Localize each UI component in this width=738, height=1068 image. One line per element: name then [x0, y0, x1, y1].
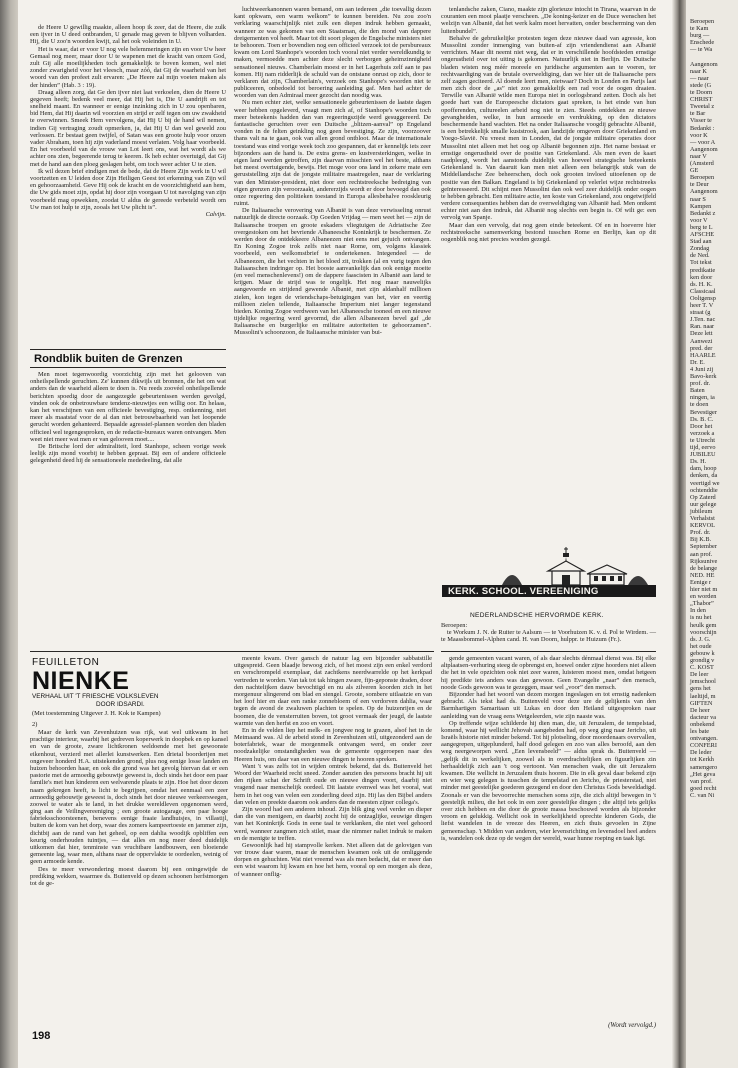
- church-school-illustration: [442, 545, 656, 609]
- page-number: 198: [32, 1030, 51, 1042]
- next-page-fragment: ken door: [690, 273, 713, 281]
- next-page-fragment: Ran. naar: [690, 323, 715, 331]
- beroepen-text: te Workum J. N. de Ruiter te Aalsum — te Voorhuizen K. v. d. Pol te Wirdem. — te Maassbommel-Alphen cand. H. van Doorn, hulppr. te Huizum (Fr.).: [441, 629, 656, 644]
- next-page-fragment: les bate: [690, 728, 710, 735]
- next-page-fragment: GE: [690, 167, 699, 175]
- feuilleton-subtitle: [32, 693, 228, 708]
- church-section-header: [442, 545, 656, 609]
- feuilleton-col3-paragraph: Bijzonder had het woord van dezen morgen ingeslagen en tot ernstig nadenken gebracht. Als tekst had ds. Buitenveld voor deze ure de gelijkenis van den Barmhartigen Samaritaan uit Lukas en door den Heiland uitgesproken naar aanleiding van de vraag eens Wetgeleerden, wie zijn naaste was.: [441, 690, 656, 720]
- next-page-edge: [686, 0, 738, 1068]
- rondblik-col2-paragraph: Nu men echter ziet, welke sensationeele gebeurtenissen de laatste dagen weer hebben opgeleverd, vraagt men zich af, of Stanhope's woorden toch meer beteekenis hadden dan van regeeringszijde werd gesuggereerd. De fantastische geruchten over een Duitsche „blitzen-aanval” op Engeland vonden in de felten geinkling nog geen bevestiging. Ze zijn, voorzoover thans valt na te gaan, ook van allen grond ontbloot. Maar de internationale toestand was eind vorige week toch zoo gespannen, dat er kennelijk iets zeer bijzonders aan de hand is. De extra grens- en kustversterkingen, welke in eigen land werden getroffen, zijn daarvan misschien wel het beste, althans het meest overtuigende, bewijs. Het moge voor ons land in zekere mate een geruststelling zijn dat de jongste militaire maatregelen, naar de verklaring van den Minister-president, niet door een rechtstreeksche bedreiging van eigen grenzen zijn veroorzaakt, andererzijds wordt er door bevoegd dan ook onze regeering den politieken toestand in Europa allesbehalve rooskleurig ruimt.: [234, 99, 431, 208]
- next-page-fragment: C. van Ni: [690, 791, 715, 799]
- feuilleton-author: DOOR IDSARDI.: [96, 700, 145, 708]
- next-page-fragment: prof. dr.: [690, 380, 711, 388]
- next-page-fragment: gens het: [690, 685, 711, 693]
- feuilleton-subtitle-line: VERHAAL UIT 'T FRIESCHE VOLKSLEVEN: [32, 693, 159, 700]
- calvin-letter-paragraph: Draag alleen zorg, dat Ge den ijver niet laat verkoelen, dien de Heere U gegeven heeft; bedenk veel meer, dat Hij het is, Die U aandrijft en tot snelheid maant. En wanneer er eenige inzinking zich in U zou openbaren, bid Hem, dat Hij daarin wil voorzien en strijd er zelf tegen om uw zwakheid te overwinnen. Smeek Hem vervolgens, dat Hij U bij de hand wil nemen, indien Gij vertraging zoudt opmerken, ja, dat Hij U dan wel geweld zou verlossen. Er bestaat geen twijfel, of Satan was een groote hulp voor onzen vader Abraham, toen hij zijn vaderland moest verlaten. Volg haar voorbeeld. En het voorbeeld van de vrouw van Lot leert ons, wat het wordt als we achter ons zien, begeerende terug te keeren. Ik heb echter overtuigd, dat Gij met de hand aan den ploeg geslagen hebt, om toch weer achter U te zien.: [30, 88, 226, 168]
- next-page-fragment: Zondag: [690, 245, 710, 253]
- next-page-fragment: Aangenom: [690, 145, 718, 153]
- next-page-fragment: uur gelege: [690, 500, 717, 508]
- next-page-fragment: „Het geva: [690, 770, 716, 778]
- next-page-fragment: laeltijd, m: [690, 692, 716, 700]
- beroepen-label: Beroepen:: [441, 622, 468, 629]
- next-page-fragment: ontvangen.: [690, 735, 718, 743]
- next-page-fragment: en worden: [690, 593, 717, 601]
- next-page-fragment: pred. der: [690, 344, 713, 352]
- next-page-fragment: September: [690, 543, 717, 551]
- calvin-letter-paragraph: de Heere U gewillig maakte, alleen hoop ik zeer, dat de Heere, die zulk een ijver in U deed ontbranden, U genade mag geven te blijven volharden. Hij, die U zoo'n woorden kwijt, zal het ook voleinden in U.: [30, 24, 226, 46]
- next-page-fragment: GIFTEN: [690, 699, 713, 707]
- feuilleton-col3-paragraph: gende gemeenten vacant waren, of als daar slechts dénmaal dienst was. Bij elke altplaatsen-verhuring steeg de opbrengst en, hoewel onder zijne hoorders niet alleen die het in vele opzichten ook niet zeer waren, luisteren moest men, omdat hetgeen hij predikte iets anders was dan gewoon. Geen Evangelie „naar” den mensch, noode Gods gewoon was te gezeggen, maar wel „voor” den mensch.: [441, 655, 656, 691]
- calvin-letter-paragraph: Ik wil dezen brief eindigen met de bede, dat de Heere Zijn werk in U wil voortzetten en U leiden door Zijn Heiligen Geest tot erkenning van Zijn wil en gehoorzaamheid. Geve Hij ook de kracht en de voorzichtigheid aan hem, die Uw gids moet zijn, opdat hij door zijn voorgaan U tot navolging van zijn voorbeeld mag opwekken, zoodat U aldus de gereede verbeteld wordt om Uw man tot hulp te zijn, zooals het Uw plicht is”.: [30, 167, 226, 211]
- next-page-fragment: Deze lett: [690, 330, 713, 338]
- next-page-fragment: Stad aan: [690, 238, 712, 246]
- feuilleton-column-1: [30, 729, 228, 887]
- next-page-fragment: naar S: [690, 195, 706, 203]
- next-page-fragment: het oude: [690, 642, 712, 650]
- next-page-fragment: te Utrecht: [690, 436, 715, 444]
- next-page-fragment: — naar: [690, 74, 709, 82]
- next-page-fragment: Enschede: [690, 39, 715, 47]
- next-page-fragment: De leder: [690, 749, 712, 757]
- feuilleton-col3-paragraph: Op treffende wijze schilderde hij dien man, die, uit Jeruzalem, de tempelstad, komend, waar hij wellicht Jehovah aangebeden had, op weg ging naar Jericho, uit Israëls historie niet minder bekend. Tot hij plotseling, door moordenaars overvallen, aangegrepen, uitgeplunderd, half dood gelegen en zoo van alles beroofd, aan den weg neergeworpen werd. „Een levensbeeld” — aldus sprak ds. Buitenveld — „gelijk dit in werkelijken, zoowel als in overdrachtelijken en figuurlijken zin herhaaldelijk zich aan 't oog vertoont. Van menschen vaak, die uit Jeruzalem kwamen. Die wellicht in Jeruzalem thuis hooren. Die in elk geval daar bekend zijn en wier weg gelegen is tusschen de tempelstad en Jericho, de priesterstad, niet minder met geestelijke goederen gezegend en door den Christus Gods beweldadigd. Zoonals er van die bevoorrechte menschen soms zijn, die zich altijd bewegen in 't geestelijk milieu, die het ook in een zeer geestelijke dingen ; die altijd iets gelijks over zich hebben en die door de groote massa beschouwd worden als bijzonder vroom en gelukkig. Wellicht ook in werkelijkheid oprechte kinderen Gods, die liefst wandelen in de vreeze des Heeren, en zich thuis gevoelen in Zijne gemeenschap. 't Midden van anderen, wier levensrichting en levensdoel heel anders is, wandelen ook deze op de wegen der wereld, waar hunne roeping en taak ligt.: [441, 719, 656, 842]
- next-page-fragment: Baten: [690, 387, 705, 395]
- feuilleton-column-3: [441, 655, 656, 842]
- feuilleton-label: FEUILLETON: [32, 657, 100, 668]
- next-page-fragment: Eenige r: [690, 578, 712, 586]
- next-page-fragment: heulk gem: [690, 621, 717, 629]
- rondblik-column-3: [441, 6, 656, 243]
- rondblik-col3-paragraph: Maar dan een vervolg, dat nog geen einde beteekent. Of en in hoeverre hier rechtstreeksche samenwerking bestond tusschen Rome en Berlijn, kan op dit oogenblik nog niet precies worden gezegd.: [441, 221, 656, 243]
- next-page-fragment: jubileum: [690, 507, 713, 515]
- next-page-fragment: 4 Juni zij: [690, 365, 714, 373]
- binding-gutter: [672, 0, 686, 1068]
- feuilleton-col2-paragraph: Want 't was zelfs tot in wijden omtrek bekend, dat ds. Buitenveld het Woord der Waarheid recht sneed. Zonder aanzien des persoons bracht hij uit den rijken schat der Schrift oude en nieuwe dingen voort, daarbij niet vragend naar menschelijk oordeel. Dit laatste evenwel was het vooral, wat hem in het oog van velen een zonderling deed zijn. Hij las den Bijbel anders dan velen en preekte daarom ook anders dan de meesten zijner collega's.: [234, 762, 432, 806]
- next-page-fragment: te Deur: [690, 181, 709, 189]
- letter-signature: Calvijn.: [205, 210, 226, 218]
- church-section-heading: KERK. SCHOOL. VEREENIGING: [448, 586, 599, 597]
- next-page-fragment: ds. H. K.: [690, 280, 713, 288]
- next-page-fragment: Aangenom: [690, 188, 718, 196]
- feuilleton-divider: [30, 651, 434, 652]
- next-page-fragment: Ds. H.: [690, 458, 707, 466]
- next-page-fragment: de belange: [690, 564, 718, 572]
- next-page-fragment: de Ned.: [690, 252, 710, 260]
- next-page-fragment: is nu het: [690, 614, 712, 622]
- next-page-fragment: Visser te: [690, 117, 712, 125]
- next-page-fragment: heer T. V: [690, 302, 714, 309]
- next-page-fragment: naar K: [690, 67, 707, 75]
- next-page-fragment: (Amsterd: [690, 160, 714, 167]
- next-page-fragment: Op Zaterd: [690, 493, 716, 501]
- next-page-fragment: dacteur va: [690, 713, 717, 721]
- next-page-fragment: tijd, eervo: [690, 444, 716, 451]
- next-page-fragment: samengero: [690, 763, 718, 771]
- next-page-fragment: straat (g: [690, 309, 711, 317]
- next-page-fragment: — voor A: [690, 138, 716, 146]
- feuilleton-col2-paragraph: Gewoonlijk had hij stampvolle kerken. Niet alleen dat de gelovigen van ver trouw daar waren, maar de menschen kwamen ook uit de omliggende dorpen en gehuchten. Wat niet vreemd was als men bedacht, dat er meer dan een wist waarom hij kwam en hoe het hem, vooral op een morgen als deze, of wanneer onflig-: [234, 841, 432, 878]
- next-page-fragment: ds. J. G.: [690, 635, 711, 643]
- rondblik-column-2: [234, 6, 431, 337]
- headline-rule: [30, 367, 226, 368]
- next-page-fragment: NED. HE: [690, 571, 715, 579]
- next-page-fragment: De leer: [690, 671, 709, 679]
- feuilleton-chapter: 2): [32, 721, 38, 728]
- next-page-fragment: te Doorn: [690, 89, 713, 96]
- feuilleton-col1-paragraph: Des te meer verwondering moest daarom bij een oningewijde de prediking wekken, waarmee ds. Buitenveld op dezen schoonen herfstmorgen tot de ge-: [30, 865, 228, 887]
- next-page-fragment: Bedankt :: [690, 124, 715, 132]
- feuilleton-col1-paragraph: Maar de kerk van Zevenhuizen was rijk, wat wel uitkwam in het prachtige interieur, waarbij het gedreven koperwerk in doopbek en op kansel en van de groote, zware lichtkronen weldoende met het gewoonste eikenhout, verzierd met allerlei kunstwerken. Een drietal boorderijen met ongeveer honderd H.A. uitstekenden grond, plus nog eenige losse landen en huizen behoorden haar, en ook die grond was het gevolg hiervan dat er een pastorie met de armoedig gebouwtje geweest is, doch sinds het door een paar familie's met hun kinderen een welvarende plaats te zijn. Hoe het door dezen naam gekregen heeft, is licht te begrijpen, omdat het eenmaal een zeer armoedig gebouwtje geweest is, doch sinds het door nieuwe verkeerswegen, zoowel te water als te land, in het drukke wereldleven opgenomen werd, ging aan de Veilingvereeniging ; een groote autogarage, een paar hooge fabrieksschoorsteenen, benevens eenige fraaie landhuisjes, in villastijl, buiten de kom van het dorp, waar des zomers kampeertoeste en jammer zijn, dichtbij aan de rand van het geheel, op een dahlia woodijk opbliffen een keurig onderhouden tuintjes, — dat alles en nog meer deed duidelijk uitkomen dat hier, tenminste van vruchtbare landbouwen, een bloeiende gemeente lag, waar men, althans naar de oppervlakte te oordeelen, weinig of geen armoede kende.: [30, 729, 228, 866]
- next-page-fragment: voorschijn: [690, 628, 717, 636]
- next-page-fragment: „Thabor”: [690, 600, 714, 608]
- feuilleton-col2-paragraph: meente kwam. Over gansch de natuur lag een bijzonder sabbatstille uitgespreid. Geen blaadje bewoog zich, of het moest zijn een enkel verdord en verschrompeld exemplaar, dat zachtkens neerdwarrelde op het kerkpad vertreden te worden. Van tak tot tak hingen zware, fijn-geponste draden, door den nachtelijken dauw bevochtigd en nu als zilveren koorden zich in het morgenuur slingerend om blad en stengel. Groote, sombere uitlaatzie en van het loof hier en daar een ranke zonnebloem of een verdorven dahlia, waar tegen de avond de zwaluwen plachten te spelen. Op de huizenrijen en de boomen, die de vensterruiten boven, tot groot vermaak der jeugd, de laatste warmte van den herfst en zoo en voort.: [234, 655, 432, 727]
- rondblik-col3-paragraph: tenlandsche zaken, Ciano, maakte zijn glorieuze intocht in Tirana, waarvan in de couranten een mooi plaatje verscheen. „De koning-keizer en de Duce wenschen het welzijn van Albanië, dat het werk kalm moet hervatten, onder bescherming van den luitenbundel”.: [441, 6, 656, 35]
- feuilleton-col2-paragraph: Zijn woord had een anderen inhoud. Zijn blik ging veel verder en dieper dan die van menigeen, en daarbij zocht hij de ontzaglijke, eeuwige dingen van het Koninkrijk Gods in eene taal te verklanken, die niet veel gehoord werd, wanneer zangmen zich stilet, maar die nimmer naliet indruk te maken en de menigte te treffen.: [234, 805, 432, 842]
- feuilleton-column-2: [234, 655, 432, 878]
- next-page-fragment: Classicaal: [690, 287, 716, 295]
- church-subheading: NEDERLANDSCHE HERVORMDE KERK.: [470, 612, 604, 619]
- rondblik-body: [30, 371, 226, 464]
- next-page-fragment: tot Kerkh: [690, 756, 714, 764]
- next-page-fragment: Bij K.B.: [690, 536, 712, 544]
- next-page-fragment: C. KOST: [690, 664, 714, 672]
- church-beroepen: [441, 622, 656, 644]
- next-page-fragment: Aangenom: [690, 60, 718, 68]
- previous-leaf-edge: [0, 0, 18, 1068]
- next-page-fragment: te Kam: [690, 25, 709, 33]
- next-page-fragment: veertigd we: [690, 479, 720, 487]
- calvin-letter-column: [30, 24, 226, 218]
- feuilleton-title: NIENKE: [32, 667, 130, 695]
- next-page-fragment: Ooltgensp: [690, 294, 716, 302]
- rondblik-paragraph: De Britsche lord der admiraliteit, lord Stanhope, scheen vorige week leelijk zijn mond voorbij te hebben gepraat. Bij een of andere officieele gelegenheid deed hij de sensationeele mededeeling, dat alle: [30, 442, 226, 465]
- next-page-fragment: Rijksunive: [690, 557, 718, 565]
- next-page-fragment: De heer: [690, 706, 710, 714]
- next-page-fragment: te Bar: [690, 110, 706, 118]
- next-page-fragment: CHRIST: [690, 96, 713, 104]
- next-page-fragment: verzoek a: [690, 429, 715, 437]
- next-page-fragment: AFSCHE: [690, 231, 715, 238]
- next-page-fragment: Aanwezi: [690, 337, 713, 345]
- next-page-fragment: burg —: [690, 32, 710, 40]
- next-page-fragment: naar V: [690, 152, 707, 160]
- next-page-fragment: van prof.: [690, 777, 713, 785]
- next-page-fragment: — te Wa: [690, 46, 713, 54]
- next-page-fragment: J.Ten. nac: [690, 316, 716, 324]
- next-page-fragment: goed recht: [690, 784, 717, 792]
- next-page-fragment: Tot tekst: [690, 259, 712, 267]
- continued-note: (Wordt vervolgd.): [608, 1022, 656, 1029]
- rondblik-col2-paragraph: De Italiaansche verovering van Albanië is van deze verwisseling onrust natuurlijk de directe oorzaak. Op Goeden Vrijdag — men weet het — zijn de Italiaansche troepen en groote eskaders vliegtuigen de Adriatische Zee overgestoken om het bevriende Albaneesche Koninkrijk te beschermen. Ze werden door de ontdekkeere Albaneezen niet eens met gejuich ontvangen. En Koning Zogoe trok zelfs niet naar Rome, om, volgens klassiek voorbeeld, een welkomstbrief te ondertekenen. Integendeel — de Albaneezen, die het vechten in het bloed zit, trokken (al en vurig tegen den Italiaanschen indringer op. Het booste aanvankelijk dan ook eenige moeite (en veel menschenlevens!) om de dappere faascisten in Albanië aan land te krijgen. Maar de strijd was te ongelijk. Het nog maar nauwelijks aangevoerde en strijdend gewende Albanië, met zijn aldanhalf millioen zielen, kon tegen de vriendschaps-betuigingen van het, vier en veertig millioen zielen tellende, Italiaansche Imperium niet langer tegenstand bieden. Koning Zogoe verdween van het Albaneesche tooneel en een nieuwe tijdelijke regeering werd gevormd, die allen Albaneezen bevel gaf „de Italiaansche en burgerlijke en militaire autoriteiten te gehoorzamen”. Mussolini's schoonzoon, de Italiaansche minister van bui-: [234, 207, 431, 337]
- next-page-fragment: Dr. E.: [690, 358, 705, 366]
- next-page-fragment: Tweetal z: [690, 103, 715, 111]
- next-page-fragment: Ds. B. C.: [690, 415, 714, 423]
- next-page-fragment: Door het: [690, 422, 713, 430]
- next-page-fragment: JUBILEU: [690, 451, 716, 459]
- rondblik-col2-paragraph: luchtweerkanonnen waren bemand, om aan iedereen „die toevallig dezen kant opkwam, een warm welkom” te kunnen bereiden. Nu zou zoo'n verklaring waarschijnlijk niet zulk een diepen indruk hebben gemaakt, wanneer ze was gekomen van een Staatsman, die den mond van dappere dreigementen vol heeft. Maar tot dit soort plegen de Engelsche ministers niet te behooren. Toen er bovendien nog een officieel verzoek tot de persbureaux kwam om Lord Stanhope's woorden toch vooral niet verder wereldkundig te maken, vermoedde men achter deze slecht verborgen geheimzinnigheid sensationeel nieuws. Chamberlain moest er in het Lagerhuis zelf aan te pas komen. Hij nam ridderlijk de schuld van de ontstane onrust op zich, door te verklaren dat zijn, Chamberlain's, verzoek om Stanhope's woorden niet te publiceeren, onbedoeld tot beroering aanleiding gaf. Men had achter de woorden van den Admiraal meer gezocht dan noodig was.: [234, 6, 431, 100]
- next-page-fragment: Kampen: [690, 202, 712, 210]
- next-page-fragment: KERVOL: [690, 522, 716, 530]
- next-page-fragment: ochtenddie: [690, 486, 718, 494]
- next-page-fragment: predikatie: [690, 266, 716, 274]
- next-page-fragment: denken, da: [690, 472, 718, 480]
- next-page-fragment: grondig v: [690, 657, 715, 664]
- rondblik-col3-paragraph: Behalve de gebruikelijke protesten tegen deze nieuwe daad van agressie, kon Mussolini zonder inmenging van buiten-af zijn vriendendienst aan Albanië verrichten. Maar dit neemt niet weg, dat er in verschillende hoofdsteden ernstige ongerustheid over tot uiting is gekomen. Natuurlijk niet in Berlijn. De Duitsche bladen wisten nog méér moreele en juridische argumenten aan te voeren, ter rechtvaardiging van de brutale overweldiging, dan we hier uit de Italiaansche pers zelf zagen geciteerd. Al doende leert men, nietwaar? Doch in Londen en Parijs laat men zich door de „as” niet zoo gemakkelijk een rad voor de oogen draaien. Terwille van Albanië wilde men Europa niet in oorlogsbrand zetten. Doch als het goede hart van de Europeesche dictators gaat spreken, is het einde van hun opofferenden, cultureelen arbeid nog niet te zien. Steeds ontdekken ze nieuwe gevangheiden, welke, in hun armoede en verdrukking, op den dictators beschermende hand wachten. Het na onder Italiaansche voogdij gebrachte Albanië, is een betrekkelijk smalle kuststrook, aan landzijde omgeven door Griekenland en Yoego-Slavië. Nu vreest men in Londen, dat de jongste militaire operaties door Mussolini niet alleen met het oog op Albanië begonnen zijn. Het name bestaat er ernstige ongerustheid over de positie van Griekenland. Als men even de kaart raadpleegt, wordt het aanstonds duidelijk van hoeveel strategische beteekenis Griekenland is. Van daaruit kan men niet alleen een belangrijk stuk van de Middellandsche Zee beheerschen, doch ook grooten invloed uitoefenen op de positie van den Balkan. Engeland is bij Griekenland op velerlei wijze rechtstreeks geïnteresseerd. Dit schijnt men Mussolini dan ook wel zeer duidelijk onder oogen te hebben gebracht. Een militaire actie, ten koste van Griekenland, zou ongetwijfeld verdere consequenties hebben dan de overweldiging van Albanië had. Men ontkent echter niet aan den indruk, dat Albanië nog slechts een begin is. Of wilt ge: een vervolg van Spanje.: [441, 34, 656, 222]
- next-page-fragment: Bedankt z: [690, 209, 716, 217]
- feuilleton-credit: (Met toestemming Uitgever J. H. Kok te Kampen): [32, 710, 161, 717]
- next-page-fragment: In den: [690, 607, 706, 615]
- next-page-fragment: voor V: [690, 216, 708, 224]
- next-page-fragment: HAARLE: [690, 351, 716, 359]
- column-rule: [30, 349, 226, 350]
- next-page-fragment: Prof. dr.: [690, 529, 711, 537]
- next-page-fragment: jemschool: [690, 678, 716, 686]
- next-page-fragment: onbekend: [690, 720, 715, 728]
- next-page-fragment: hier niet m: [690, 586, 718, 593]
- next-page-fragment: stede (G: [690, 81, 712, 89]
- next-page-fragment: aan prof.: [690, 550, 713, 558]
- next-page-fragment: Verhalstst: [690, 515, 715, 522]
- next-page-fragment: Beroepen: [690, 18, 715, 25]
- rondblik-headline: Rondblik buiten de Grenzen: [34, 353, 183, 365]
- next-page-fragment: CONFERI: [690, 742, 717, 750]
- next-page-fragment: te doen: [690, 401, 709, 409]
- next-page-fragment: voor K: [690, 131, 708, 139]
- next-page-fragment: gebouw k: [690, 649, 715, 657]
- calvin-letter-paragraph: Het is waar, dat er voor U nog vele belemmeringen zijn en voor Uw heer Gemaal nog meer, maar door U te wapenen met de kracht van onzen God, zult Gij alle moeilijkheden toch gemakkelijk te boven komen, wel niet zonder zwarigheid voor het vleesch, maar zóó, dat Gij de waarheid van het woord van den profeet zult ervaren: „De Heere zal mijn voeten maken als der hinden” (Hab. 3 : 19).: [30, 45, 226, 89]
- feuilleton-col2-paragraph: En in de velden liep het melk- en jongvee nog te grazen, alsof het in de Meimaand was. Al de arbeid stond in Zevenhuizen stil, uitgezonderd aan de boterfabriek, waar de morgenmelk ontvangen werd, en onder zeer noodzakelijke omstandigheden was de gemeente opgeroepen naar des Heeren huis, om daar van een nieuwe dingen te hooren spreken.: [234, 726, 432, 763]
- next-page-fragment: Beroepen: [690, 174, 715, 182]
- rondblik-paragraph: Men moet tegenwoordig voorzichtig zijn met het gelooven van onheilspellende geruchten. Ze' kunnen dikwijls uit bronnen, die het om wat anders dan de waarheid alleen te doen is. Nu reeds zoovéel onheilspellende berichten spoedig door de aangezegde gebeurtenissen werden gevolgd, vinden ook de onbetrouwbare tendenz-nieuwtjes een willig oor. En helaas, kan het verschijnen van een officieele bevestiging, resp. ontkenning, niet meer als maatstaf voor de al dan niet betrouwbaarheid van het loopende gerucht worden gehanteerd. Bepaalde agressief-plannen worden den bladen officieel wel tegengesproken, en de redactie-bureaux waren ontvangen. Men weet niet meer wat men er van gelooven moet....: [30, 371, 226, 443]
- next-page-fragment: Bavo-kerk: [690, 373, 717, 380]
- next-page-fragment: dam, hoop: [690, 465, 717, 473]
- next-page-fragment: ningen, ia: [690, 394, 715, 402]
- next-page-fragment: Bevestiger: [690, 408, 717, 416]
- feuilleton-divider-right: [441, 651, 656, 652]
- next-page-fragment: berg te L: [690, 223, 713, 231]
